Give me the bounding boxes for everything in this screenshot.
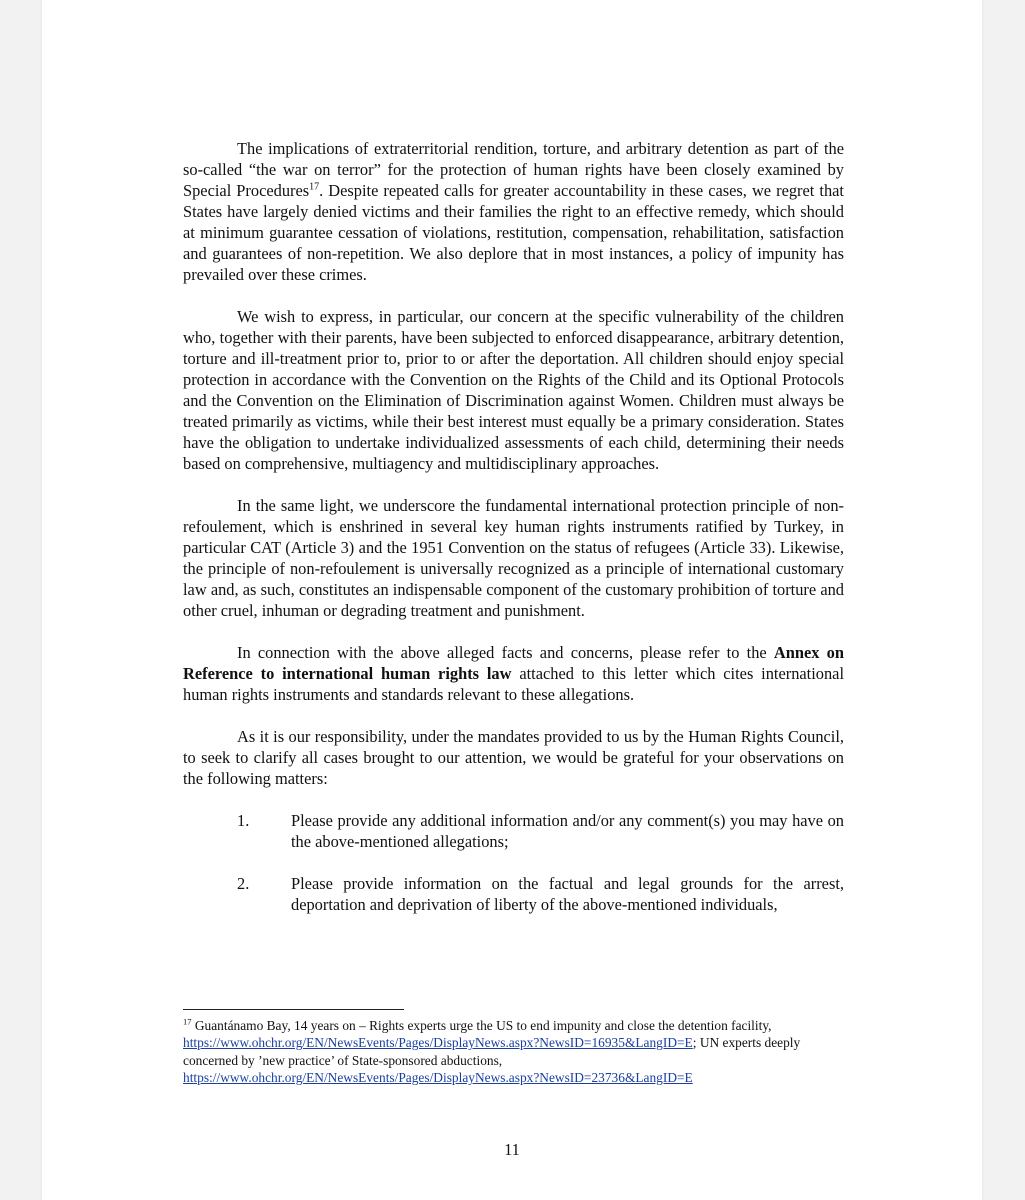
- footnote-number: 17: [183, 1016, 192, 1027]
- paragraph-annex-text-a: In connection with the above alleged facts and concerns, please refer to the: [237, 643, 774, 662]
- list-item: [183, 873, 844, 915]
- footnote-separator: [183, 1009, 404, 1010]
- paragraph-rendition: [183, 138, 844, 285]
- list-item-text: Please provide any additional information and/or any comment(s) you may have on the above-mentioned allegations;: [291, 811, 844, 851]
- paragraph-annex-text-b: attached to this letter which cites international human rights instruments and standards relevant to these allegations.: [183, 664, 844, 704]
- paragraph-rendition-text-a: The implications of extraterritorial rendition, torture, and arbitrary detention as part of the so-called “the war on terror” for the protection of human rights have been closely examined by Special Procedures: [183, 139, 844, 200]
- paragraph-annex-reference: [183, 642, 844, 705]
- footnote-reference-17[interactable]: 17: [309, 181, 320, 193]
- document-page: [42, 0, 982, 1200]
- footnote-text-1: Guantánamo Bay, 14 years on – Rights experts urge the US to end impunity and close the detention facility,: [191, 1018, 772, 1033]
- footnote-text-2: ; UN experts deeply concerned by ’new practice’ of State-sponsored abductions,: [183, 1035, 801, 1068]
- letter-body: [183, 138, 844, 936]
- page-number: 11: [504, 1140, 520, 1159]
- list-item-text: Please provide information on the factual and legal grounds for the arrest, deportation and deprivation of liberty of the above-mentioned individuals,: [291, 874, 844, 914]
- footnote-link-abductions[interactable]: https://www.ohchr.org/EN/NewsEvents/Pages/DisplayNews.aspx?NewsID=23736&LangID=E: [183, 1070, 693, 1086]
- list-item-number: 1.: [237, 811, 250, 830]
- footnote-17: [183, 1017, 851, 1087]
- list-item: [183, 810, 844, 852]
- paragraph-children: We wish to express, in particular, our concern at the specific vulnerability of the children who, together with their parents, have been subjected to enforced disappearance, arbitrary detention, torture and ill-treatment prior to, prior to or after the deportation. All children should enjoy special protection in accordance with the Convention on the Rights of the Child and its Optional Protocols and the Convention on the Elimination of Discrimination against Women. Children must always be treated primarily as victims, while their best interest must equally be a primary consideration. States have the obligation to undertake individualized assessments of each child, determining their needs based on comprehensive, multiagency and multidisciplinary approaches.: [183, 307, 844, 473]
- paragraph-non-refoulement: In the same light, we underscore the fundamental international protection principle of non-refoulement, which is enshrined in several key human rights instruments ratified by Turkey, in particular CAT (Article 3) and the 1951 Convention on the status of refugees (Article 33). Likewise, the principle of non-refoulement is universally recognized as a principle of international customary law and, as such, constitutes an indispensable component of the customary prohibition of torture and other cruel, inhuman or degrading treatment and punishment.: [183, 496, 844, 620]
- paragraph-observations-request: As it is our responsibility, under the mandates provided to us by the Human Rights Council, to seek to clarify all cases brought to our attention, we would be grateful for your observations on the following matters:: [183, 727, 844, 788]
- list-item-number: 2.: [237, 874, 250, 893]
- annex-title: Annex on Reference to international human rights law: [183, 643, 844, 683]
- footnote-link-guantanamo[interactable]: https://www.ohchr.org/EN/NewsEvents/Pages/DisplayNews.aspx?NewsID=16935&LangID=E: [183, 1035, 693, 1051]
- paragraph-rendition-text-b: . Despite repeated calls for greater accountability in these cases, we regret that States have largely denied victims and their families the right to an effective remedy, which should at minimum guarantee cessation of violations, restitution, compensation, rehabilitation, satisfaction and guarantees of non-repetition. We also deplore that in most instances, a policy of impunity has prevailed over these crimes.: [183, 181, 844, 284]
